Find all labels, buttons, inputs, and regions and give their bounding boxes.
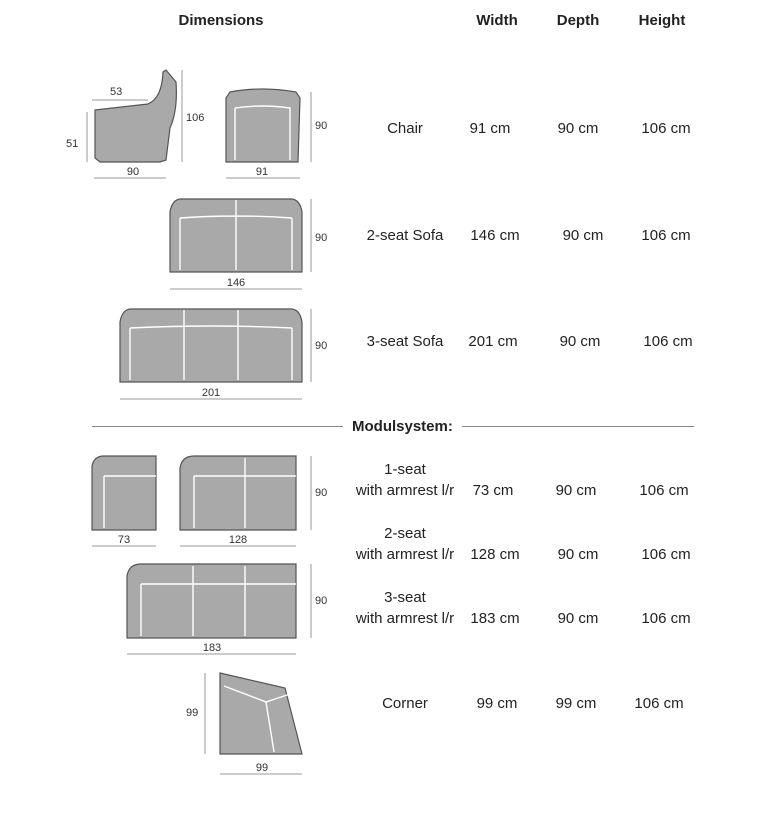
row-sofa2-height: 106 cm: [641, 227, 691, 244]
chair-side-seat-depth-label: 53: [110, 86, 123, 98]
mod2-width-label: 128: [228, 534, 248, 546]
sofa3-width-label: 201: [201, 387, 221, 399]
row-mod1-depth: 90 cm: [555, 482, 597, 499]
row-mod3-depth: 90 cm: [557, 610, 599, 627]
header-depth: Depth: [556, 12, 600, 29]
row-mod2-width: 128 cm: [470, 546, 520, 563]
row-sofa3-width: 201 cm: [468, 333, 518, 350]
row-mod1-name-line1: 1-seat: [384, 461, 426, 478]
chair-side-depth-label: 90: [126, 166, 140, 178]
corner-width-label: 99: [255, 762, 269, 774]
section-title-modulsystem: Modulsystem:: [352, 418, 453, 435]
mod3-depth-label: 90: [315, 595, 328, 607]
row-chair-height: 106 cm: [641, 120, 691, 137]
corner-depth-label: 99: [186, 707, 199, 719]
row-sofa3-name: 3-seat Sofa: [366, 333, 444, 350]
row-mod2-name-line1: 2-seat: [384, 525, 426, 542]
chair-front-depth-label: 90: [315, 120, 328, 132]
header-height: Height: [638, 12, 686, 29]
header-width: Width: [476, 12, 518, 29]
row-sofa3-height: 106 cm: [643, 333, 693, 350]
mod1-drawing: [92, 456, 156, 530]
row-mod3-name-line2: with armrest l/r: [355, 610, 455, 627]
row-sofa3-depth: 90 cm: [559, 333, 601, 350]
row-mod2-height: 106 cm: [641, 546, 691, 563]
chair-side-drawing: [95, 70, 176, 162]
row-corner-name: Corner: [382, 695, 428, 712]
row-corner-height: 106 cm: [634, 695, 684, 712]
mod1-width-label: 73: [117, 534, 131, 546]
sofa3-drawing: [120, 309, 302, 382]
row-mod1-height: 106 cm: [639, 482, 689, 499]
mod3-drawing: [127, 564, 296, 638]
row-mod1-name-line2: with armrest l/r: [355, 482, 455, 499]
header-dimensions: Dimensions: [178, 12, 264, 29]
row-sofa2-width: 146 cm: [470, 227, 520, 244]
mod2-drawing: [180, 456, 296, 530]
row-mod3-height: 106 cm: [641, 610, 691, 627]
row-chair-width: 91 cm: [469, 120, 511, 137]
row-mod3-name-line1: 3-seat: [384, 589, 426, 606]
row-chair-depth: 90 cm: [557, 120, 599, 137]
mod3-width-label: 183: [202, 642, 222, 654]
row-sofa2-name: 2-seat Sofa: [366, 227, 444, 244]
row-mod1-width: 73 cm: [472, 482, 514, 499]
row-corner-width: 99 cm: [476, 695, 518, 712]
sofa2-depth-label: 90: [315, 232, 328, 244]
sofa2-width-label: 146: [226, 277, 246, 289]
mod12-depth-label: 90: [315, 487, 328, 499]
chair-front-width-label: 91: [255, 166, 269, 178]
row-mod2-name-line2: with armrest l/r: [355, 546, 455, 563]
chair-side-height-label: 106: [186, 112, 205, 124]
chair-side-seat-height-label: 51: [66, 138, 79, 150]
section-divider-right: [462, 426, 694, 427]
sofa3-depth-label: 90: [315, 340, 328, 352]
chair-front-drawing: [226, 89, 300, 162]
row-corner-depth: 99 cm: [555, 695, 597, 712]
corner-drawing: [220, 673, 302, 754]
row-chair-name: Chair: [387, 120, 423, 137]
row-mod2-depth: 90 cm: [557, 546, 599, 563]
row-sofa2-depth: 90 cm: [562, 227, 604, 244]
row-mod3-width: 183 cm: [470, 610, 520, 627]
section-divider-left: [92, 426, 343, 427]
